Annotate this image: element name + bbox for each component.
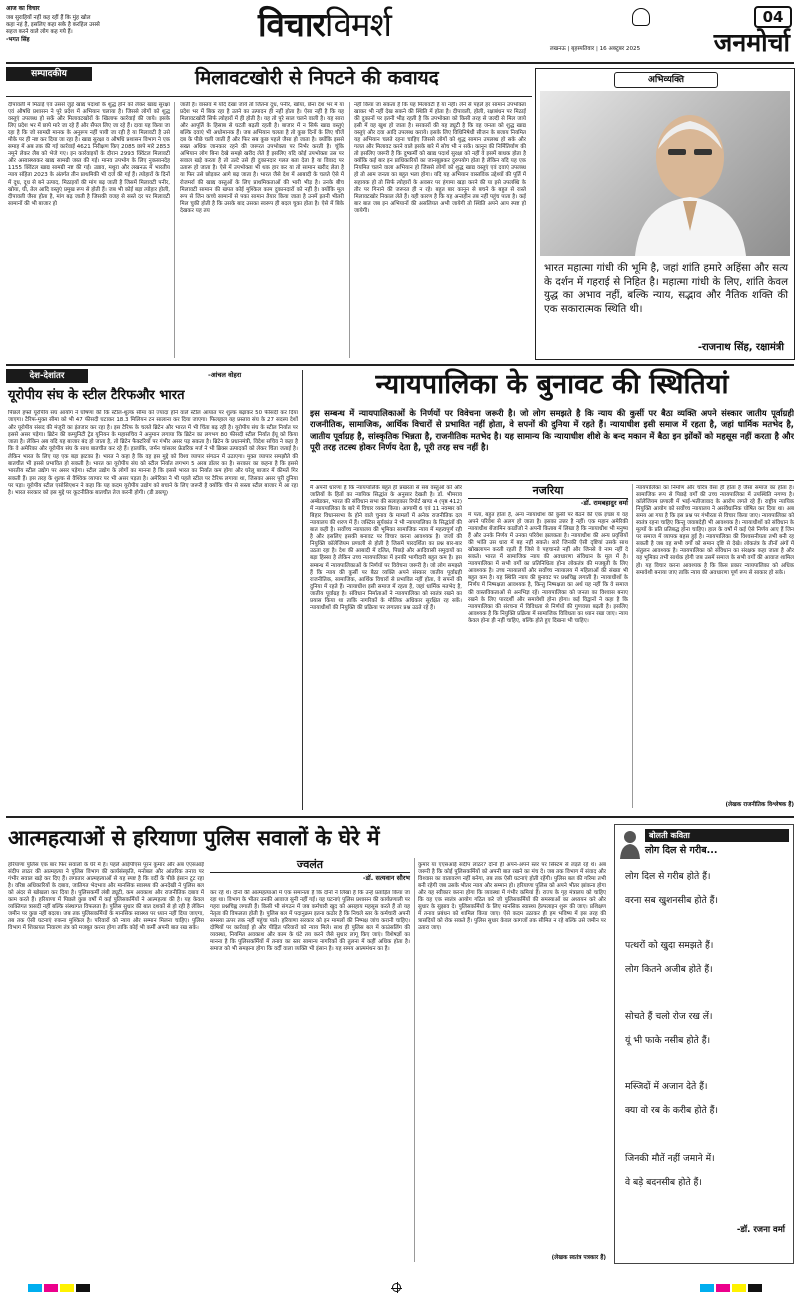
registration-mark-icon <box>392 1283 401 1292</box>
color-swatch-yellow-right <box>732 1284 746 1292</box>
atmahatya-headline: आत्महत्याओं से हरियाणा पुलिस सवालों के घेरे में <box>8 826 380 850</box>
poem-section-label: बोलती कविता <box>645 829 789 842</box>
nyaypalika-credit: (लेखक राजनीतिक विश्लेषक हैं) <box>725 802 794 808</box>
poem-line-8: क्या वो रब के करीब होते हैं। <box>625 1105 718 1116</box>
nazariya-box <box>468 484 628 508</box>
aaj-ka-vichar-box <box>6 5 156 59</box>
aaj-ka-vichar-label: आज का विचार <box>6 5 40 12</box>
poem-title: लोग दिल से गरीब... <box>645 845 718 856</box>
minister-photo <box>540 91 790 256</box>
color-swatch-cyan <box>28 1284 42 1292</box>
poem-box <box>614 824 794 1264</box>
title-vimarsh: विमर्श <box>324 5 391 44</box>
col-divider <box>632 484 633 808</box>
poem-line-6: यूं भी फाके नसीब होते हैं। <box>625 1035 711 1046</box>
desh-headline: यूरोपीय संघ के स्टील टैरिफऔर भारत <box>8 388 185 403</box>
editorial-col-1: दीपावली में मिठाई एवं उससे जुड़े खाद्य पदार्थों के शुद्ध होने को लेकर खाद्य सुरक्षा एवं औषधि प्रशासन ने पूरे प्रदेश में अभियान चलाया है। जिससे लोगों को शुद्ध वस्तुएं उपलब्ध हो सकें और मिलावटखोरों के खिलाफ कार्रवाई की जाये। इसके लिए प्रदेश भर में छापे मारे जा रहे हैं और सैंपल लिए जा रहे हैं। दावा यह किया जा रहा है कि जो सामग्री मानक के अनुरूप नहीं पायी जा रही है या मिलावटी है उसे मौके पर ही नष्ट कर दिया जा रहा है। खाद्य सुरक्षा व औषधि प्रशासन विभाग ने एक समाह में अब तक की गई कार्रवाई 4621 निरीक्षण किए 2085 छापे मारे 2853 नमूने लेकर लैब को भेजे गए। इन कार्रवाइयों के दौरान 2993 क्विंटल मिलावटी और अस्वास्थ्यकर खाद्य सामग्री जब्त की गई। मानव उपभोग के लिए नुकसानदेह 1155 क्विंटल खाद्य सामग्री नष्ट की गई। उन्नाव, मथुरा और लखनऊ में भारतीय न्याय संहिता 2023 के अंतर्गत तीन प्राथमिकी भी दर्ज की गई हैं। त्योहारों के दिनों में दूध, दूध से बने उत्पाद, मिठाइयों की मांग बढ़ जाती है जिसमें मिलावटी पनीर, खोया, घी, तेल आदि वस्तुएं प्रमुख रूप से होती हैं। जब भी कोई बड़ा त्योहार होली, दीपावली जैसा होता है, मांग बढ़ जाती है जिसकी वजह से सस्ते दर पर मिलावटी सामानों की भी बाजार हो <box>8 102 170 207</box>
dateline: लखनऊ | बृहस्पतिवार | 16 अक्टूबर 2025 <box>549 46 641 52</box>
atmahatya-col-3: कुमार या एएसआई संदीप लाठर? दोनों ही अपने-अपने स्तर पर सिस्टम से लड़ते रहे थे। अब जरूरी है कि कोई पुलिसकर्मियों को अपनी बात रखने का मंच दे। जब तक विभाग में संवाद और विश्वास का वातावरण नहीं बनेगा, तब तक ऐसी घटनाएं होती रहेंगी। पुलिस बल की गरिमा तभी बनी रहेगी जब उसके भीतर न्याय और सम्मान हो। हरियाणा पुलिस को अपने भीतर झांकना होगा और यह स्वीकार करना होगा कि व्यवस्था में गंभीर कमियां हैं। राज्य के गृह मंत्रालय को चाहिए कि वह एक स्वतंत्र आयोग गठित करे जो पुलिसकर्मियों की समस्याओं का अध्ययन करे और सुधार के सुझाव दे। पुलिसकर्मियों के लिए मानसिक स्वास्थ्य हेल्पलाइन शुरू की जाए। प्रशिक्षण में तनाव प्रबंधन को शामिल किया जाए। ऐसे कदम उठाकर ही हम भविष्य में इस तरह की त्रासदियों को रोक सकते हैं। पुलिस सुधार केवल कागजों तक सीमित न रहे बल्कि उसे जमीन पर उतारा जाए। <box>418 862 606 932</box>
section-rule <box>6 816 794 818</box>
poem-author: -डॉ. रजना वर्मा <box>736 1225 785 1235</box>
masthead-rule <box>6 62 794 64</box>
jwalant-box <box>210 858 410 886</box>
nyaypalika-col-2: में पता, बहुत होता है, अन्य न्यायाधीश की कुर्सी पर बैठने की एक इच्छा ये वह अपने परिवेश से अलग हो जाता है। इसका उत्तर है नहीं। एक महान अमेरिकी न्यायाधीश बेंजामिन कार्डोजो ने अपनी किताब में लिखा है कि न्यायाधीश भी मनुष्य हैं और उनके निर्णय में उनका परिवेश झलकता है। न्यायाधीश की अन्य प्रवृत्तियों की भांति उस धारा में बह नहीं सकते। सारे जिनकी ऐसी दृष्टियां उसके साथ खोखलापन करती रहती हैं जिसे वे पहचानते नहीं और जिनसे वे नाम नहीं दे सकते। भारत में सामाजिक न्याय की अवधारणा संविधान के मूल में है। न्यायपालिका में सभी वर्गों का प्रतिनिधित्व होना लोकतंत्र की मजबूती के लिए आवश्यक है। उच्च न्यायालयों और सर्वोच्च न्यायालय में महिलाओं की संख्या भी बहुत कम है। यह स्थिति न्याय की बुनावट पर प्रश्नचिह्न लगाती है। न्यायाधीशों के निर्णय में निष्पक्षता आवश्यक है, किन्तु निष्पक्षता का अर्थ यह नहीं कि वे समाज की वास्तविकताओं से अनभिज्ञ रहें। न्यायपालिका को जनता का विश्वास बनाए रखने के लिए पारदर्शी और समावेशी होना होगा। कई विद्वानों ने कहा है कि न्यायपालिका की संरचना में विविधता से निर्णयों की गुणवत्ता बढ़ती है। इसलिए आवश्यक है कि नियुक्ति प्रक्रिया में सामाजिक विविधता का ध्यान रखा जाए। न्याय केवल होना ही नहीं चाहिए, बल्कि होते हुए दिखना भी चाहिए। <box>468 512 628 624</box>
editorial-col-3: नहीं किया जा सकता है कि यह मिलावटी है या नहीं। लेने से पहले हर सामान उपभोक्ता खाकर भी नहीं देख सकने की स्थिति में होता है। दीपावली, होली, रक्षाबंधन पर मिठाई की दुकानों पर इतनी भीड़ रहती है कि उपभोक्ता को किसी तरह से जल्दी से मिल जाये इसी में वह खुश हो जाता है। सरकारों की यह ड्यूटी है कि वह जनता को शुद्ध खाद्य वस्तुएं और दवा आदि उपलब्ध कराये। इसके लिए विधिनिषेधी सीजन के बजाय नियमित यह अभियान चलते रहना चाहिए जिससे लोगों को शुद्ध सामान उपलब्ध हो सके और गलत और मिलावट करने वाले इसके बारे में सोच भी न सकें। कानून की निर्मितिर्याण की तो इसलिए जरूरी है कि दुष्कर्मी को खाद्य पदार्थ सुरक्षा को नहीं वे इसमें बाधक होता है क्योंकि कई बार इन प्राधिकारियों का जानबूझकर दुरुपयोग होता है लेकिन यदि यह एक नियमित चलने वाला अभियान हो जिससे लोगों को शुद्ध खाद्य वस्तुएं एवं दवाएं उपलब्ध हो तो आम जनता का बहुत भला होगा। यदि यह अभियान वास्तविक उद्देश्यों की पूर्ति में सहायक हो तो सिर्फ त्योहारों के अवसर पर हंगामा खड़ा करने की या इसे उपलब्धि के तौर पर गिनाने की जरूरत ही न रहे। बहुत बार कानून से बचने के बहुत से रास्ते मिलावटखोर निकाल लेते हैं। यही कारण है कि यह अन्तहीन तब नहीं पहुंच पाता है। कई बार बात जब इन अभियानों की असलियत अभी जायेगी तो स्थिति अपने आप स्पष्ट हो जायेगी। <box>354 102 526 214</box>
col-divider <box>174 102 175 358</box>
desh-byline: -आंचल वोहरा <box>208 371 242 379</box>
jwalant-byline: -डॉ. सत्यवान सौरभ <box>362 874 410 882</box>
poet-silhouette-icon <box>619 829 641 859</box>
color-swatch-black-right <box>748 1284 762 1292</box>
abhivyakti-label: अभिव्यक्ति <box>614 72 718 88</box>
brand-janmorcha: जनमोर्चा <box>713 28 790 57</box>
quote-line-2: कहा नहं है, इसलिए कहा सके है करहिल उससे <box>6 22 100 29</box>
quote-line-3: सहज करने वाले लोग कह गये हैं। <box>6 29 73 36</box>
poem-line-3: पत्थरों को खुदा समझते हैं। <box>625 940 714 951</box>
portrait-icon <box>540 91 790 256</box>
section-divider <box>302 370 303 810</box>
nyaypalika-headline: न्यायपालिका के बुनावट की स्थितियां <box>375 369 729 400</box>
color-swatch-yellow <box>60 1284 74 1292</box>
poem-icon <box>619 829 641 859</box>
quote-line-1: जब सुराहियों नहीं कह रहीं हैं कि मुंह खोल <box>6 15 91 22</box>
col-divider <box>414 858 415 1262</box>
atmahatya-credit: (लेखक स्वतंत्र पत्रकार हैं) <box>551 1255 606 1261</box>
color-swatch-cyan-right <box>700 1284 714 1292</box>
masthead-title <box>258 4 498 46</box>
poem-line-1: लोग दिल से गरीब होते हैं। <box>625 871 711 882</box>
abhivyakti-quote: भारत महात्मा गांधी की भूमि है, जहां शांति हमारे अहिंसा और सत्य के दर्शन में गहराई से निहित है। महात्मा गांधी के लिए, शांति केवल युद्ध का अभाव नहीं, बल्कि न्याय, सद्भाव और नैतिक शक्ति की एक सकारात्मक स्थिति थी। <box>544 263 788 315</box>
poem-line-4: लोग कितने अजीब होते हैं। <box>625 964 713 975</box>
color-swatch-black <box>76 1284 90 1292</box>
abhivyakti-author: -राजनाथ सिंह, रक्षामंत्री <box>697 342 784 353</box>
editorial-headline: मिलावटखोरी से निपटने की कवायद <box>195 67 439 89</box>
poem-line-10: वे बड़े बदनसीब होते हैं। <box>625 1177 702 1188</box>
desh-body: पिछले हफ्ते यूरोपीय संघ आयोग ने घोषणा की कि स्टील-शुल्क सीमा को ज्यादा होने वाले स्टील आयात पर शुल्क बढ़ाकर 50 फीसदी कर दिया जाएगा। टैरिफ-मुक्त सीमा को भी 47 फीसदी घटाकर 18.3 मिलियन टन सालाना कर दिया जाएगा। फिलहाल यह प्रस्ताव संघ के 27 सदस्य देशों और यूरोपीय संसद की मंजूरी का इंतजार कर रहा है। इस टैरिफ के चलते ब्रिटेन और भारत में भी चिंता बढ़ रही है। यूरोपीय संघ के स्टील निर्यात पर इससे असर पड़ेगा। ब्रिटेन की कम्युनिटी ट्रेड यूनियन के महासचिव ने अनुमान लगाया कि ब्रिटेन का लगभग 80 फीसदी स्टील निर्यात ईयू को किया जाता है। लेकिन अब यदि यह बाजार बंद हो जाता है, तो ब्रिटेन फैक्टरियों पर गंभीर असर पड़ सकता है। ब्रिटेन के प्रधानमंत्री, विदेश सचिव ने कहा है कि वे अमेरिका और यूरोपीय संघ के साथ बातचीत कर रहे हैं। हालांकि, जर्मन चांसलर फ्रेडरिक मर्ज ने भी ब्रिक्स उत्पादकों को लेकर चिंता जताई है। लेकिन भारत के लिए यह एक बड़ा झटका है। भारत ने कहा है कि वह इस मुद्दे को विश्व व्यापार संगठन में उठाएगा। मुक्त व्यापार समझौते की बातचीत भी इससे प्रभावित हो सकती है। भारत का यूरोपीय संघ को स्टील निर्यात लगभग 5 अरब डॉलर का है। सरकार का कहना है कि इससे भारतीय स्टील उद्योग पर असर पड़ेगा। स्टील उद्योग के लोगों का मानना है कि इससे भारत का निर्यात कम होगा और घरेलू बाजार में कीमतें गिर सकती हैं। इस तरह के शुल्क से वैश्विक व्यापार पर भी असर पड़ता है। अमेरिका ने भी पहले स्टील पर टैरिफ लगाया था, जिसका असर पूरी दुनिया पर पड़ा। यूरोपीय स्टील एसोसिएशन ने कहा कि यह कदम यूरोपीय उद्योग को बचाने के लिए जरूरी है क्योंकि चीन से सस्ता स्टील बाजार में आ रहा है। भारत सरकार को इस मुद्दे पर कूटनीतिक बातचीत तेज करनी होगी। (डी डब्ल्यू) <box>8 410 298 497</box>
nazariya-label: नजरिया <box>468 484 628 499</box>
jwalant-label: ज्वलंत <box>210 858 410 873</box>
nyaypalika-intro: इस सम्बन्ध में न्यायपालिकाओं के निर्णयों पर विवेचना जरूरी है। जो लोग समझते है कि न्याय की कुर्सी पर बैठा व्यक्ति अपने संस्कार जातीय पूर्वाग्रही राजनीतिक, सामाजिक, आर्थिक विचारों से प्रभावित नहीं होता, वे सपनों की दुनिया में रहते हैं। न्यायाधीश इसी समाज में रहता है, जहां धार्मिक मतभेद है, जातीय पूर्वाग्रह है, सांस्कृतिक भिन्नता है, राजनीतिक मतभेद है। यह सामान्य कि न्यायाधीश शीशे के बन्द मकान में बैठा इन झोंकों को महसूस नहीं करता है और पूरी तरह तटस्थ होकर निर्णय देता है, पूरी तरह सच नहीं है। <box>310 408 794 452</box>
quote-author: -भगत सिंह <box>6 37 30 44</box>
section-rule <box>6 364 794 366</box>
poem-line-2: वरना सब खुशनसीब होते हैं। <box>625 895 719 906</box>
nazariya-byline: -डॉ. रामबहादुर वर्मा <box>580 499 628 507</box>
desh-deshantar-label: देश-देशांतर <box>6 369 88 383</box>
abhivyakti-box <box>535 68 795 360</box>
intro-rule <box>310 480 794 481</box>
editorial-section-label: सम्पादकीय <box>6 67 92 81</box>
nyaypalika-col-1: मैं अपनी धारणा है कि न्यायपालिके बहुत ही प्रखरता से सब वस्तुओं को और जातियों के हितों का न्यायिक सिद्धांत के अनुसार देखती है। डॉ. भीमराव अम्बेडकर, भारत की संविधान सभा की सलाहकार रिपोर्ट खण्ड 4 (पृष्ठ 412) में न्यायपालिका के बारे में विचार व्यक्त किया। आगामी 6 एवं 11 नवम्बर को बिहार विधानसभा के होने वाले चुनाव के मामलों में अनेक राजनीतिक दल न्यायालय की शरण में हैं। जस्टिस सूर्यकांत ने भी न्यायपालिका के सिद्धांतों की बात कही है। सर्वोच्च न्यायालय की भूमिका सामाजिक न्याय में महत्वपूर्ण रही है और इसलिए इसकी बनावट पर विचार करना आवश्यक है। जजों की नियुक्ति कॉलेजियम प्रणाली से होती है जिसमें पारदर्शिता का प्रश्न बार-बार उठता रहा है। देश की आबादी में दलित, पिछड़े और आदिवासी समुदायों का बड़ा हिस्सा है लेकिन उच्च न्यायपालिका में इनकी भागीदारी बहुत कम है। इस सम्बन्ध में न्यायपालिकाओं के निर्णयों पर विवेचना जरूरी है। जो लोग समझते हैं कि न्याय की कुर्सी पर बैठा व्यक्ति अपने संस्कार जातीय पूर्वाग्रही राजनीतिक, सामाजिक, आर्थिक विचारों से प्रभावित नहीं होता, वे सपनों की दुनिया में रहते हैं। न्यायाधीश इसी समाज में रहता है, जहां धार्मिक मतभेद है, जातीय पूर्वाग्रह है। संविधान निर्माताओं ने न्यायपालिका को स्वतंत्र रखने का प्रयास किया था ताकि नागरिकों के मौलिक अधिकार सुरक्षित रह सकें। न्यायाधीशों की नियुक्ति की प्रक्रिया पर लगातार प्रश्न उठते रहे हैं। <box>310 485 462 611</box>
title-vichar: विचार <box>258 5 325 44</box>
poem-line-9: जिनकी मौतें नहीं जमाने में। <box>625 1153 715 1164</box>
editorial-headline-rule <box>6 96 532 97</box>
poem-line-5: सोचते हैं चलो रोज रख लें। <box>625 1011 713 1022</box>
poem-line-7: मस्जिदों में अजान देते हैं। <box>625 1081 708 1092</box>
col-divider <box>349 102 350 358</box>
color-swatch-magenta-right <box>716 1284 730 1292</box>
color-swatch-magenta <box>44 1284 58 1292</box>
nyaypalika-col-3: न्यायपालिका का निर्माण और चरित्र वैसा ही होता है जैसा समाज का होता है। सामाजिक रूप से पिछड़े वर्गों की उच्च न्यायपालिका में उपस्थिति नगण्य है। कॉलेजियम प्रणाली में भाई-भतीजावाद के आरोप लगते रहे हैं। राष्ट्रीय न्यायिक नियुक्ति आयोग को सर्वोच्च न्यायालय ने असंवैधानिक घोषित कर दिया था। अब समय आ गया है कि इस प्रश्न पर गंभीरता से विचार किया जाए। न्यायपालिका को स्वतंत्र रहना चाहिए किन्तु जवाबदेही भी आवश्यक है। न्यायाधीशों को संविधान के मूल्यों के प्रति प्रतिबद्ध होना चाहिए। हाल के वर्षों में कई ऐसे निर्णय आए हैं जिन पर समाज में व्यापक बहस हुई है। न्यायपालिका की विश्वसनीयता तभी बनी रह सकती है जब वह सभी वर्गों को समान दृष्टि से देखे। लोकतंत्र के तीनों अंगों में संतुलन आवश्यक है। न्यायपालिका को संविधान का संरक्षक कहा जाता है और यह भूमिका तभी सार्थक होगी जब उसमें समाज के सभी वर्गों की आवाज शामिल हो। यह विचार करना आवश्यक है कि किस प्रकार न्यायपालिका को अधिक समावेशी बनाया जाए ताकि न्याय की अवधारणा पूर्ण रूप से साकार हो सके। <box>636 485 794 576</box>
atmahatya-col-2: कर रहे थे। दोनों की आत्महत्याओं में एक समानता है कि दोनों ने लिखा है कि उन्हें प्रताड़ित किया जा रहा था। विभाग के भीतर उनकी आवाज सुनी नहीं गई। यह घटनाएं पुलिस प्रशासन की कार्यप्रणाली पर गहरा प्रश्नचिह्न लगाती हैं। किसी भी संगठन में जब कर्मचारी खुद को असहाय महसूस करते हैं तो यह नेतृत्व की विफलता होती है। पुलिस बल में पदानुक्रम इतना कठोर है कि निचले स्तर के कर्मचारी अपनी समस्या ऊपर तक नहीं पहुंचा पाते। हरियाणा सरकार को इन मामलों की निष्पक्ष जांच करानी चाहिए। दोषियों पर कार्रवाई हो और पीड़ित परिवारों को न्याय मिले। साथ ही पुलिस बल में काउंसलिंग की व्यवस्था, नियमित अवकाश और काम के घंटे तय करने जैसे सुधार लागू किए जाएं। विशेषज्ञों का मानना है कि पुलिसकर्मियों में तनाव का स्तर सामान्य नागरिकों की तुलना में कहीं अधिक होता है। समाज को भी समझना होगा कि वर्दी वाला व्यक्ति भी इंसान है। यह समय आत्ममंथन का है। <box>210 890 410 953</box>
atmahatya-col-1: हरियाणा पुलिस एक बार फिर सवालों के घेरे में है। पहले आईपीएस पूरन कुमार और अब एएसआई संदीप लाठर की आत्महत्या ने पुलिस विभाग की कार्यसंस्कृति, मनोबल और आंतरिक तनाव पर गंभीर सवाल खड़े कर दिए हैं। लगातार आत्महत्याओं से यह स्पष्ट है कि वर्दी के पीछे इंसान टूट रहा है। वरिष्ठ अधिकारियों के दबाव, जातिगत भेदभाव और मानसिक स्वास्थ्य की अनदेखी ने पुलिस बल को अंदर से खोखला कर दिया है। पुलिसकर्मी लंबी ड्यूटी, कम अवकाश और राजनीतिक दबाव में काम करते हैं। हरियाणा में पिछले कुछ वर्षों में कई पुलिसकर्मियों ने आत्महत्या की है। यह केवल व्यक्तिगत त्रासदी नहीं बल्कि संस्थागत विफलता है। पुलिस सुधार की बात दशकों से हो रही है लेकिन जमीन पर कुछ नहीं बदला। जब तक पुलिसकर्मियों के मानसिक स्वास्थ्य पर ध्यान नहीं दिया जाएगा, तब तक ऐसी घटनाएं रुकना मुश्किल है। परिवारों को न्याय और सम्मान मिलना चाहिए। पुलिस विभाग में शिकायत निवारण तंत्र को मजबूत करना होगा ताकि कोई भी कर्मी अपनी बात रख सके। <box>8 862 204 932</box>
page-number: 04 <box>754 6 792 28</box>
editorial-col-2: जाती है। वास्तव में यदि देखा जाये तो जितना दूध, पनीर, खोया, छेना देश भर में या प्रदेश भर में बिक रहा है उतने का उत्पादन ही नहीं होता है। ऐसा नहीं है कि यह मिलावटखोरी सिर्फ त्योहारों में ही होती है। यह तो पूरे साल चलने वाली है। यह सारा और आपूर्ति के हिसाब से घटती बढ़ती रहती है। बाजार में न सिर्फ खाद्य वस्तुएं बल्कि दवाएं भी अधोमानक हैं। जब अभियान चलता है तो कुछ दिनों के लिए चीजें दब के पीछे चली जाती हैं और फिर सब कुछ पहले जैसा हो जाता है। क्योंकि इससे सख्त अधिक जानकार रहने की जरूरत उपभोक्ता पर निर्भर करती है। चूंकि अभियान लोग बिना देखे समझे खरीद लेते हैं इसलिए यदि कोई उपभोक्ता उस पर सवाल खड़े करता है तो उल्टे उसे ही दुकानदार गलत बता देता है या विवाद पर उतारू हो जाता है। ऐसे में उपभोक्ता भी थक हार कर या तो सामान खरीद लेता है या फिर उसे छोड़कर आगे बढ़ जाता है। भारत जैसे देश में आबादी के चलते ऐसे में रोजमर्रा की खाद्य वस्तुओं के लिए प्राथमिकताओं की भारी भीड़ है। उनके बीच मिलावटी सामान की खपत कोई मुश्किल काम दुकानदारों को नहीं है। क्योंकि मूल रूप से जिन कच्चे सामानों से पका सामान तैयार किया जाता है उनमें इतनी भीतरी मिल चुकी होती है कि उसके बाद उसका स्वरूप ही बदल चुका होता है। ऐसे में बिके देखकर यह तय <box>180 102 344 214</box>
emblem-icon <box>632 8 650 26</box>
